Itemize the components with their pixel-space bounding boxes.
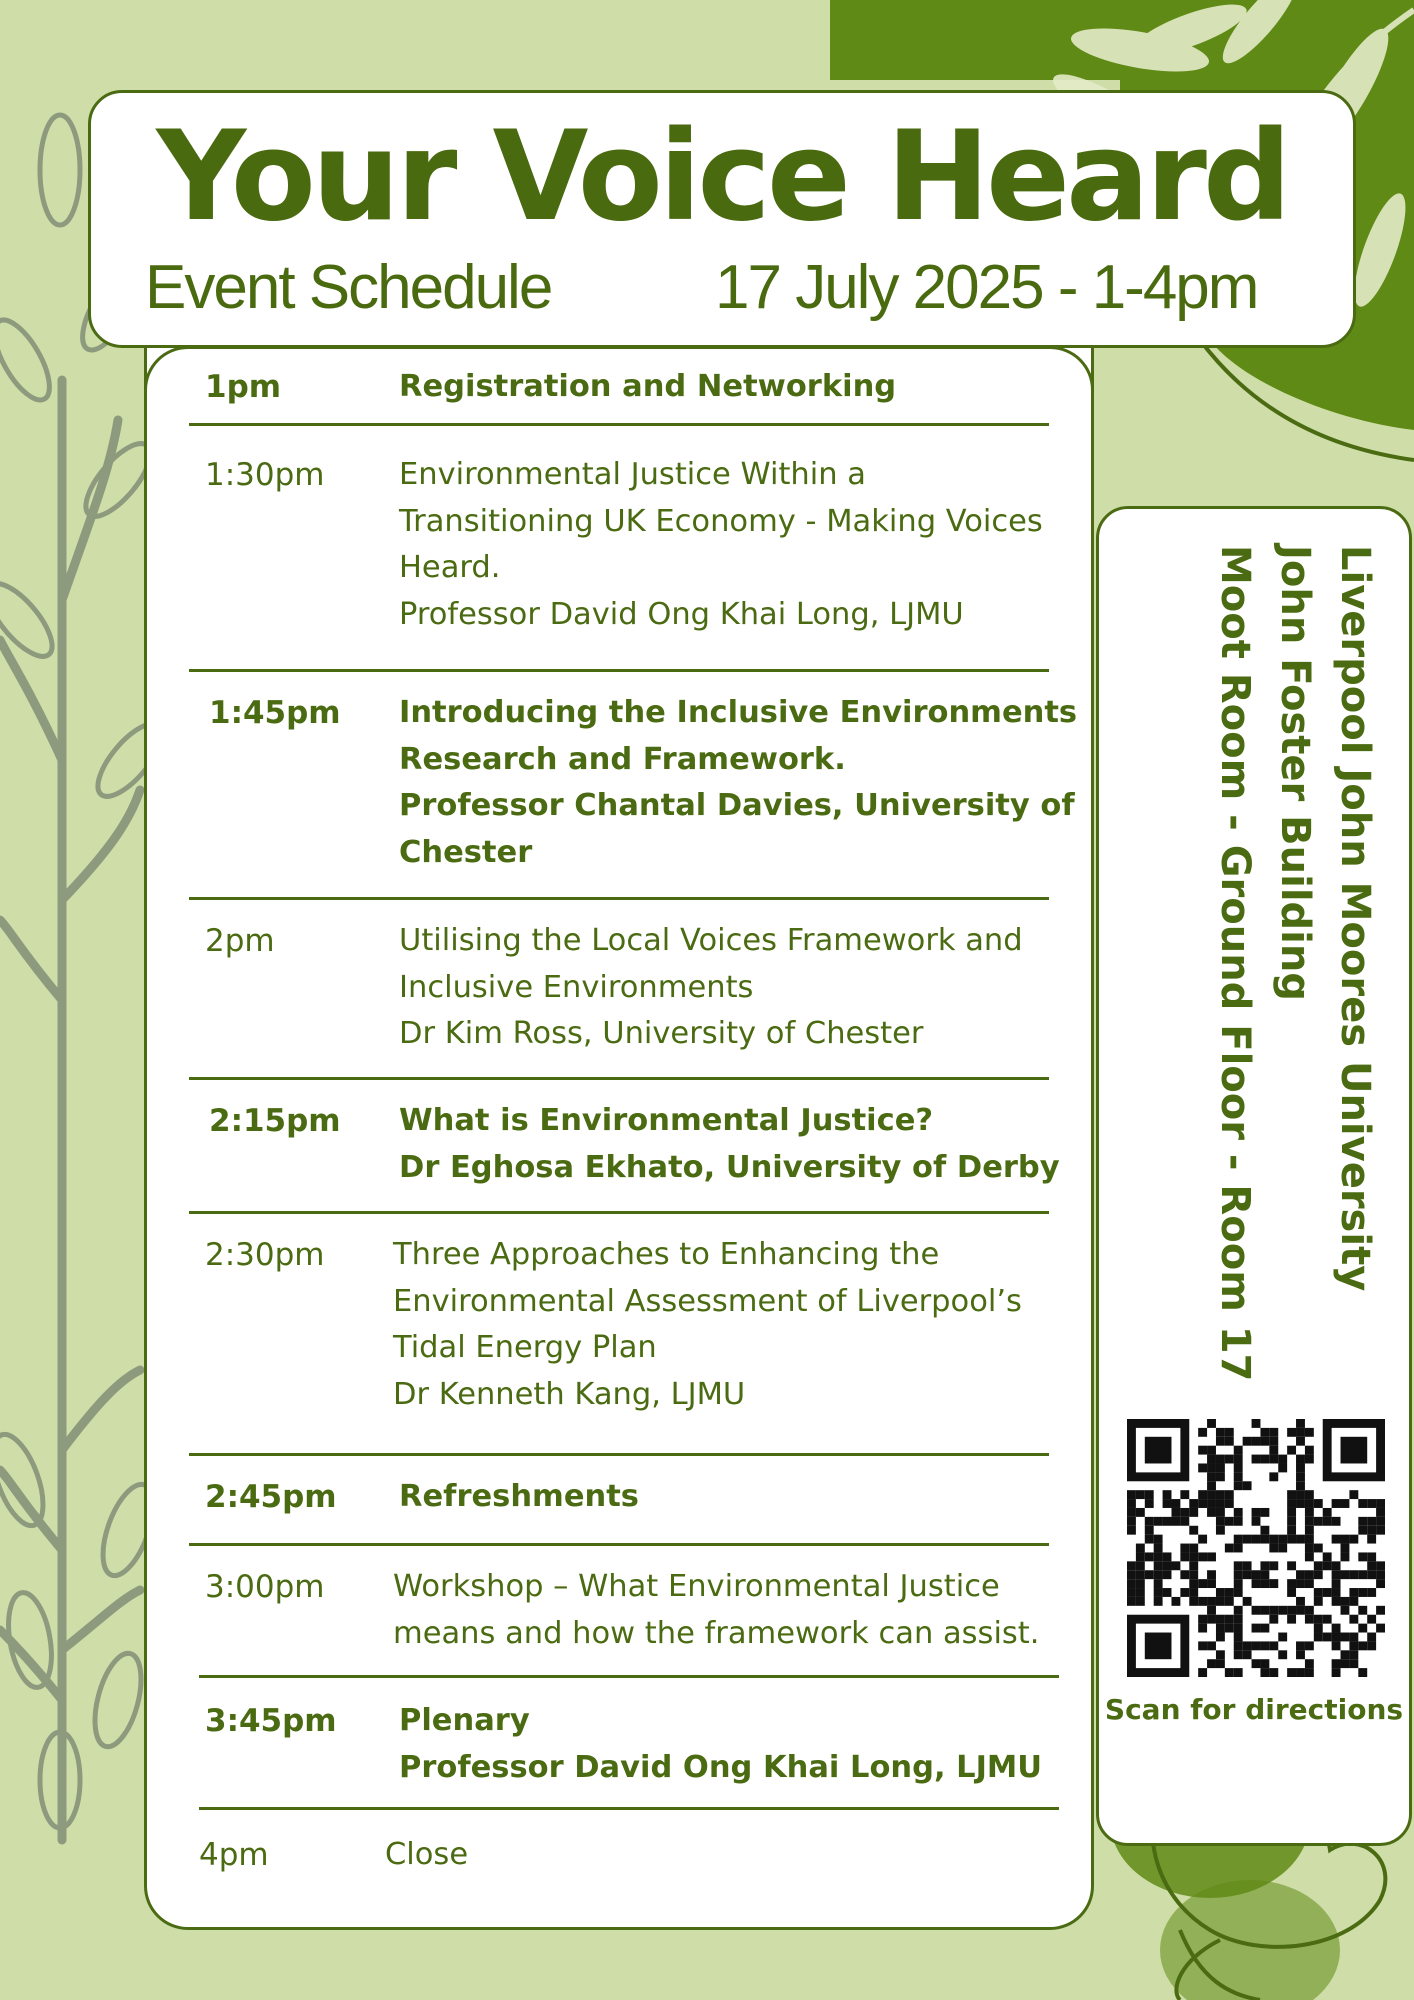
schedule-line: Registration and Networking bbox=[399, 369, 897, 404]
schedule-time: 2:30pm bbox=[205, 1237, 325, 1273]
event-schedule-subtitle: Event Schedule bbox=[145, 253, 552, 322]
schedule-line: Environmental Justice Within a bbox=[399, 457, 866, 492]
schedule-time: 2pm bbox=[205, 923, 275, 959]
schedule-time: 1:30pm bbox=[205, 457, 325, 493]
schedule-details bbox=[399, 1098, 1099, 1191]
schedule-line: Environmental Assessment of Liverpool’s bbox=[393, 1283, 1022, 1319]
schedule-time: 1:45pm bbox=[209, 695, 341, 731]
schedule-details bbox=[399, 918, 1099, 1058]
schedule-line: Workshop – What Environmental Justice bbox=[393, 1569, 1000, 1604]
venue-panel bbox=[1096, 506, 1412, 1846]
schedule-row bbox=[199, 1698, 1059, 1810]
schedule-row bbox=[199, 1564, 1059, 1678]
schedule-time: 3:00pm bbox=[205, 1569, 325, 1605]
schedule-line: Research and Framework. bbox=[399, 741, 846, 777]
schedule-details bbox=[399, 1698, 1099, 1791]
schedule-line: Professor David Ong Khai Long, LJMU bbox=[399, 1749, 1043, 1785]
schedule-line: Utilising the Local Voices Framework and bbox=[399, 923, 1023, 958]
schedule-line: Close bbox=[385, 1837, 469, 1872]
qr-caption: Scan for directions bbox=[1104, 1693, 1404, 1726]
event-date-time: 17 July 2025 - 1-4pm bbox=[715, 253, 1258, 322]
schedule-line: Dr Kim Ross, University of Chester bbox=[399, 1016, 924, 1051]
schedule-details bbox=[399, 1474, 1099, 1521]
schedule-line: Chester bbox=[399, 834, 533, 870]
schedule-line: Heard. bbox=[399, 550, 501, 585]
schedule-details bbox=[399, 452, 1099, 638]
schedule-details bbox=[393, 1564, 1093, 1657]
schedule-details bbox=[399, 364, 1099, 411]
schedule-row bbox=[189, 364, 1049, 426]
schedule-time: 3:45pm bbox=[205, 1703, 337, 1739]
tree-branch-icon bbox=[0, 380, 140, 1840]
schedule-line: Refreshments bbox=[399, 1479, 639, 1514]
venue-line-university: Liverpool John Moores University bbox=[1332, 545, 1378, 1292]
venue-line-building: John Foster Building bbox=[1272, 545, 1318, 1001]
schedule-line: means and how the framework can assist. bbox=[393, 1615, 1040, 1651]
schedule-time: 1pm bbox=[205, 369, 282, 405]
header-banner bbox=[88, 90, 1356, 348]
qr-code-icon[interactable] bbox=[1127, 1419, 1385, 1677]
schedule-line: What is Environmental Justice? bbox=[399, 1103, 934, 1138]
schedule-details bbox=[399, 690, 1099, 876]
schedule-panel bbox=[144, 348, 1094, 1930]
schedule-row bbox=[189, 1474, 1049, 1546]
schedule-row bbox=[189, 1232, 1049, 1456]
schedule-line: Transitioning UK Economy - Making Voices bbox=[399, 503, 1043, 539]
schedule-details bbox=[393, 1232, 1093, 1418]
page-title: Your Voice Heard bbox=[156, 105, 1288, 249]
schedule-line: Plenary bbox=[399, 1703, 530, 1738]
schedule-row bbox=[189, 452, 1049, 672]
schedule-time: 4pm bbox=[199, 1837, 269, 1873]
schedule-row bbox=[189, 690, 1078, 900]
schedule-line: Three Approaches to Enhancing the bbox=[393, 1237, 940, 1272]
schedule-row bbox=[189, 918, 1049, 1080]
schedule-time: 2:45pm bbox=[205, 1479, 337, 1515]
venue-line-room: Moot Room - Ground Floor - Room 17 bbox=[1212, 545, 1258, 1382]
schedule-line: Professor Chantal Davies, University of bbox=[399, 788, 1075, 823]
schedule-details bbox=[385, 1832, 1085, 1879]
schedule-line: Dr Kenneth Kang, LJMU bbox=[393, 1376, 746, 1412]
schedule-line: Dr Eghosa Ekhato, University of Derby bbox=[399, 1149, 1060, 1185]
venue-address bbox=[1145, 545, 1385, 1382]
schedule-line: Introducing the Inclusive Environments bbox=[399, 695, 1078, 730]
schedule-time: 2:15pm bbox=[209, 1103, 341, 1139]
schedule-row bbox=[199, 1832, 1059, 1892]
schedule-line: Tidal Energy Plan bbox=[393, 1330, 657, 1365]
schedule-line: Inclusive Environments bbox=[399, 969, 754, 1005]
schedule-row bbox=[189, 1098, 1060, 1214]
schedule-line: Professor David Ong Khai Long, LJMU bbox=[399, 596, 964, 632]
